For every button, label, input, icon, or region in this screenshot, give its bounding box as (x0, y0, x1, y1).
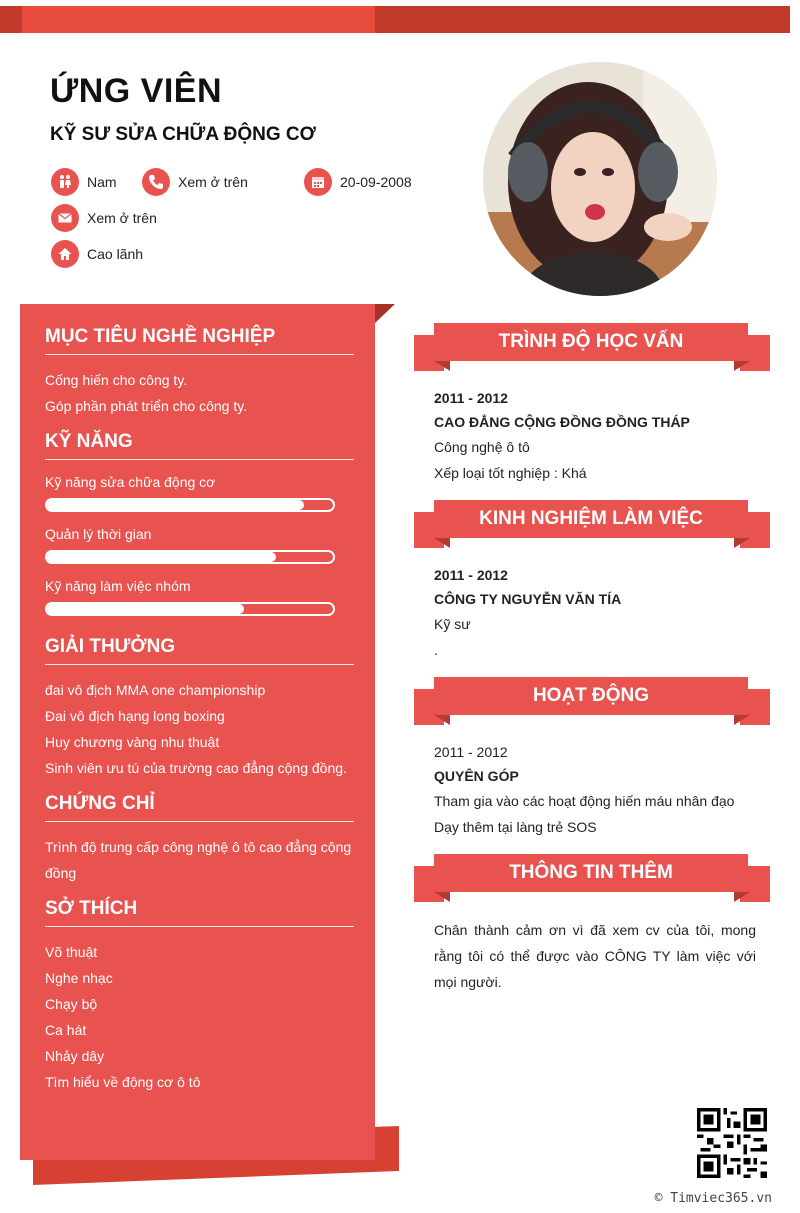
skill-item (45, 472, 354, 512)
calendar-icon (304, 168, 332, 196)
hobbies-title: SỞ THÍCH (45, 898, 354, 927)
skill-bar (45, 498, 335, 512)
career-goal-section (45, 326, 354, 419)
skill-bar (45, 602, 335, 616)
hobby-line: Nghe nhạc (45, 970, 113, 986)
additional-text: Chân thành cảm ơn vì đã xem cv của tôi, mong rằng tôi có thể được vào CÔNG TY làm việc với mọi người. (434, 922, 756, 990)
experience-desc: . (434, 642, 438, 658)
career-goal-title: MỤC TIÊU NGHỀ NGHIỆP (45, 326, 354, 355)
gender-info (51, 168, 117, 196)
phone-info (142, 168, 248, 196)
award-line: Đai vô địch hạng long boxing (45, 708, 225, 724)
additional-ribbon (414, 854, 770, 902)
gender-icon (51, 168, 79, 196)
email-icon (51, 204, 79, 232)
education-major: Công nghệ ô tô (434, 439, 530, 455)
left-panel-fold-top (375, 304, 395, 323)
hobby-line: Võ thuật (45, 944, 98, 960)
experience-ribbon (414, 500, 770, 548)
candidate-name: ỨNG VIÊN (50, 72, 223, 110)
hobbies-section (45, 898, 354, 1095)
education-grade: Xếp loại tốt nghiệp : Khá (434, 465, 587, 481)
activity-line: Dạy thêm tại làng trẻ SOS (434, 819, 597, 835)
education-ribbon (414, 323, 770, 371)
skill-name: Kỹ năng làm việc nhóm (45, 578, 191, 594)
skill-bar-fill (47, 604, 244, 614)
education-section (434, 386, 756, 486)
avatar (483, 62, 717, 296)
career-goal-line: Cống hiến cho công ty. (45, 372, 188, 388)
certificate-line: Trình độ trung cấp công nghệ ô tô cao đẳng cộng đồng (45, 839, 352, 881)
experience-section (434, 563, 756, 663)
education-title: TRÌNH ĐỘ HỌC VẤN (434, 323, 748, 361)
additional-section (434, 917, 756, 995)
skill-name: Kỹ năng sửa chữa động cơ (45, 474, 216, 490)
email-value: Xem ở trên (87, 210, 157, 226)
activities-period: 2011 - 2012 (434, 744, 508, 760)
education-period: 2011 - 2012 (434, 390, 508, 406)
hobby-line: Tìm hiểu về động cơ ô tô (45, 1074, 201, 1090)
email-info (51, 204, 157, 232)
copyright: © Timviec365.vn (654, 1191, 772, 1206)
experience-position: Kỹ sư (434, 616, 471, 632)
skills-section (45, 431, 354, 616)
birthdate-info (304, 168, 412, 196)
award-line: Huy chương vàng nhu thuật (45, 734, 220, 750)
certificates-section (45, 793, 354, 886)
phone-value: Xem ở trên (178, 174, 248, 190)
hobby-line: Chạy bộ (45, 996, 98, 1012)
skills-title: KỸ NĂNG (45, 431, 354, 460)
birthdate-value: 20-09-2008 (340, 174, 412, 190)
career-goal-line: Góp phần phát triển cho công ty. (45, 398, 248, 414)
skill-item (45, 576, 354, 616)
qr-code-icon (697, 1108, 767, 1178)
experience-org: CÔNG TY NGUYỄN VĂN TÍA (434, 591, 622, 607)
awards-title: GIẢI THƯỞNG (45, 636, 354, 665)
awards-section (45, 636, 354, 781)
phone-icon (142, 168, 170, 196)
education-org: CAO ĐẲNG CỘNG ĐỒNG ĐỒNG THÁP (434, 414, 690, 430)
skill-bar-fill (47, 552, 276, 562)
additional-title: THÔNG TIN THÊM (434, 854, 748, 892)
skill-bar-fill (47, 500, 304, 510)
award-line: Sinh viên ưu tú của trường cao đẳng cộng đồng. (45, 760, 347, 776)
activity-line: Tham gia vào các hoạt động hiến máu nhân đạo (434, 793, 735, 809)
skill-bar (45, 550, 335, 564)
address-value: Cao lãnh (87, 246, 144, 262)
job-title: KỸ SƯ SỬA CHỮA ĐỘNG CƠ (50, 124, 316, 145)
activities-title: HOẠT ĐỘNG (434, 677, 748, 715)
skill-name: Quản lý thời gian (45, 526, 152, 542)
gender-value: Nam (87, 174, 117, 190)
top-bar-light (22, 6, 375, 33)
activities-section (434, 740, 756, 840)
award-line: đai vô địch MMA one championship (45, 682, 266, 698)
activities-ribbon (414, 677, 770, 725)
home-icon (51, 240, 79, 268)
hobby-line: Nhảy dây (45, 1048, 105, 1064)
address-info (51, 240, 143, 268)
experience-title: KINH NGHIỆM LÀM VIỆC (434, 500, 748, 538)
hobby-line: Ca hát (45, 1022, 87, 1038)
certificates-title: CHỨNG CHỈ (45, 793, 354, 822)
left-panel (20, 304, 375, 1160)
skill-item (45, 524, 354, 564)
experience-period: 2011 - 2012 (434, 567, 508, 583)
activities-org: QUYÊN GÓP (434, 768, 519, 784)
